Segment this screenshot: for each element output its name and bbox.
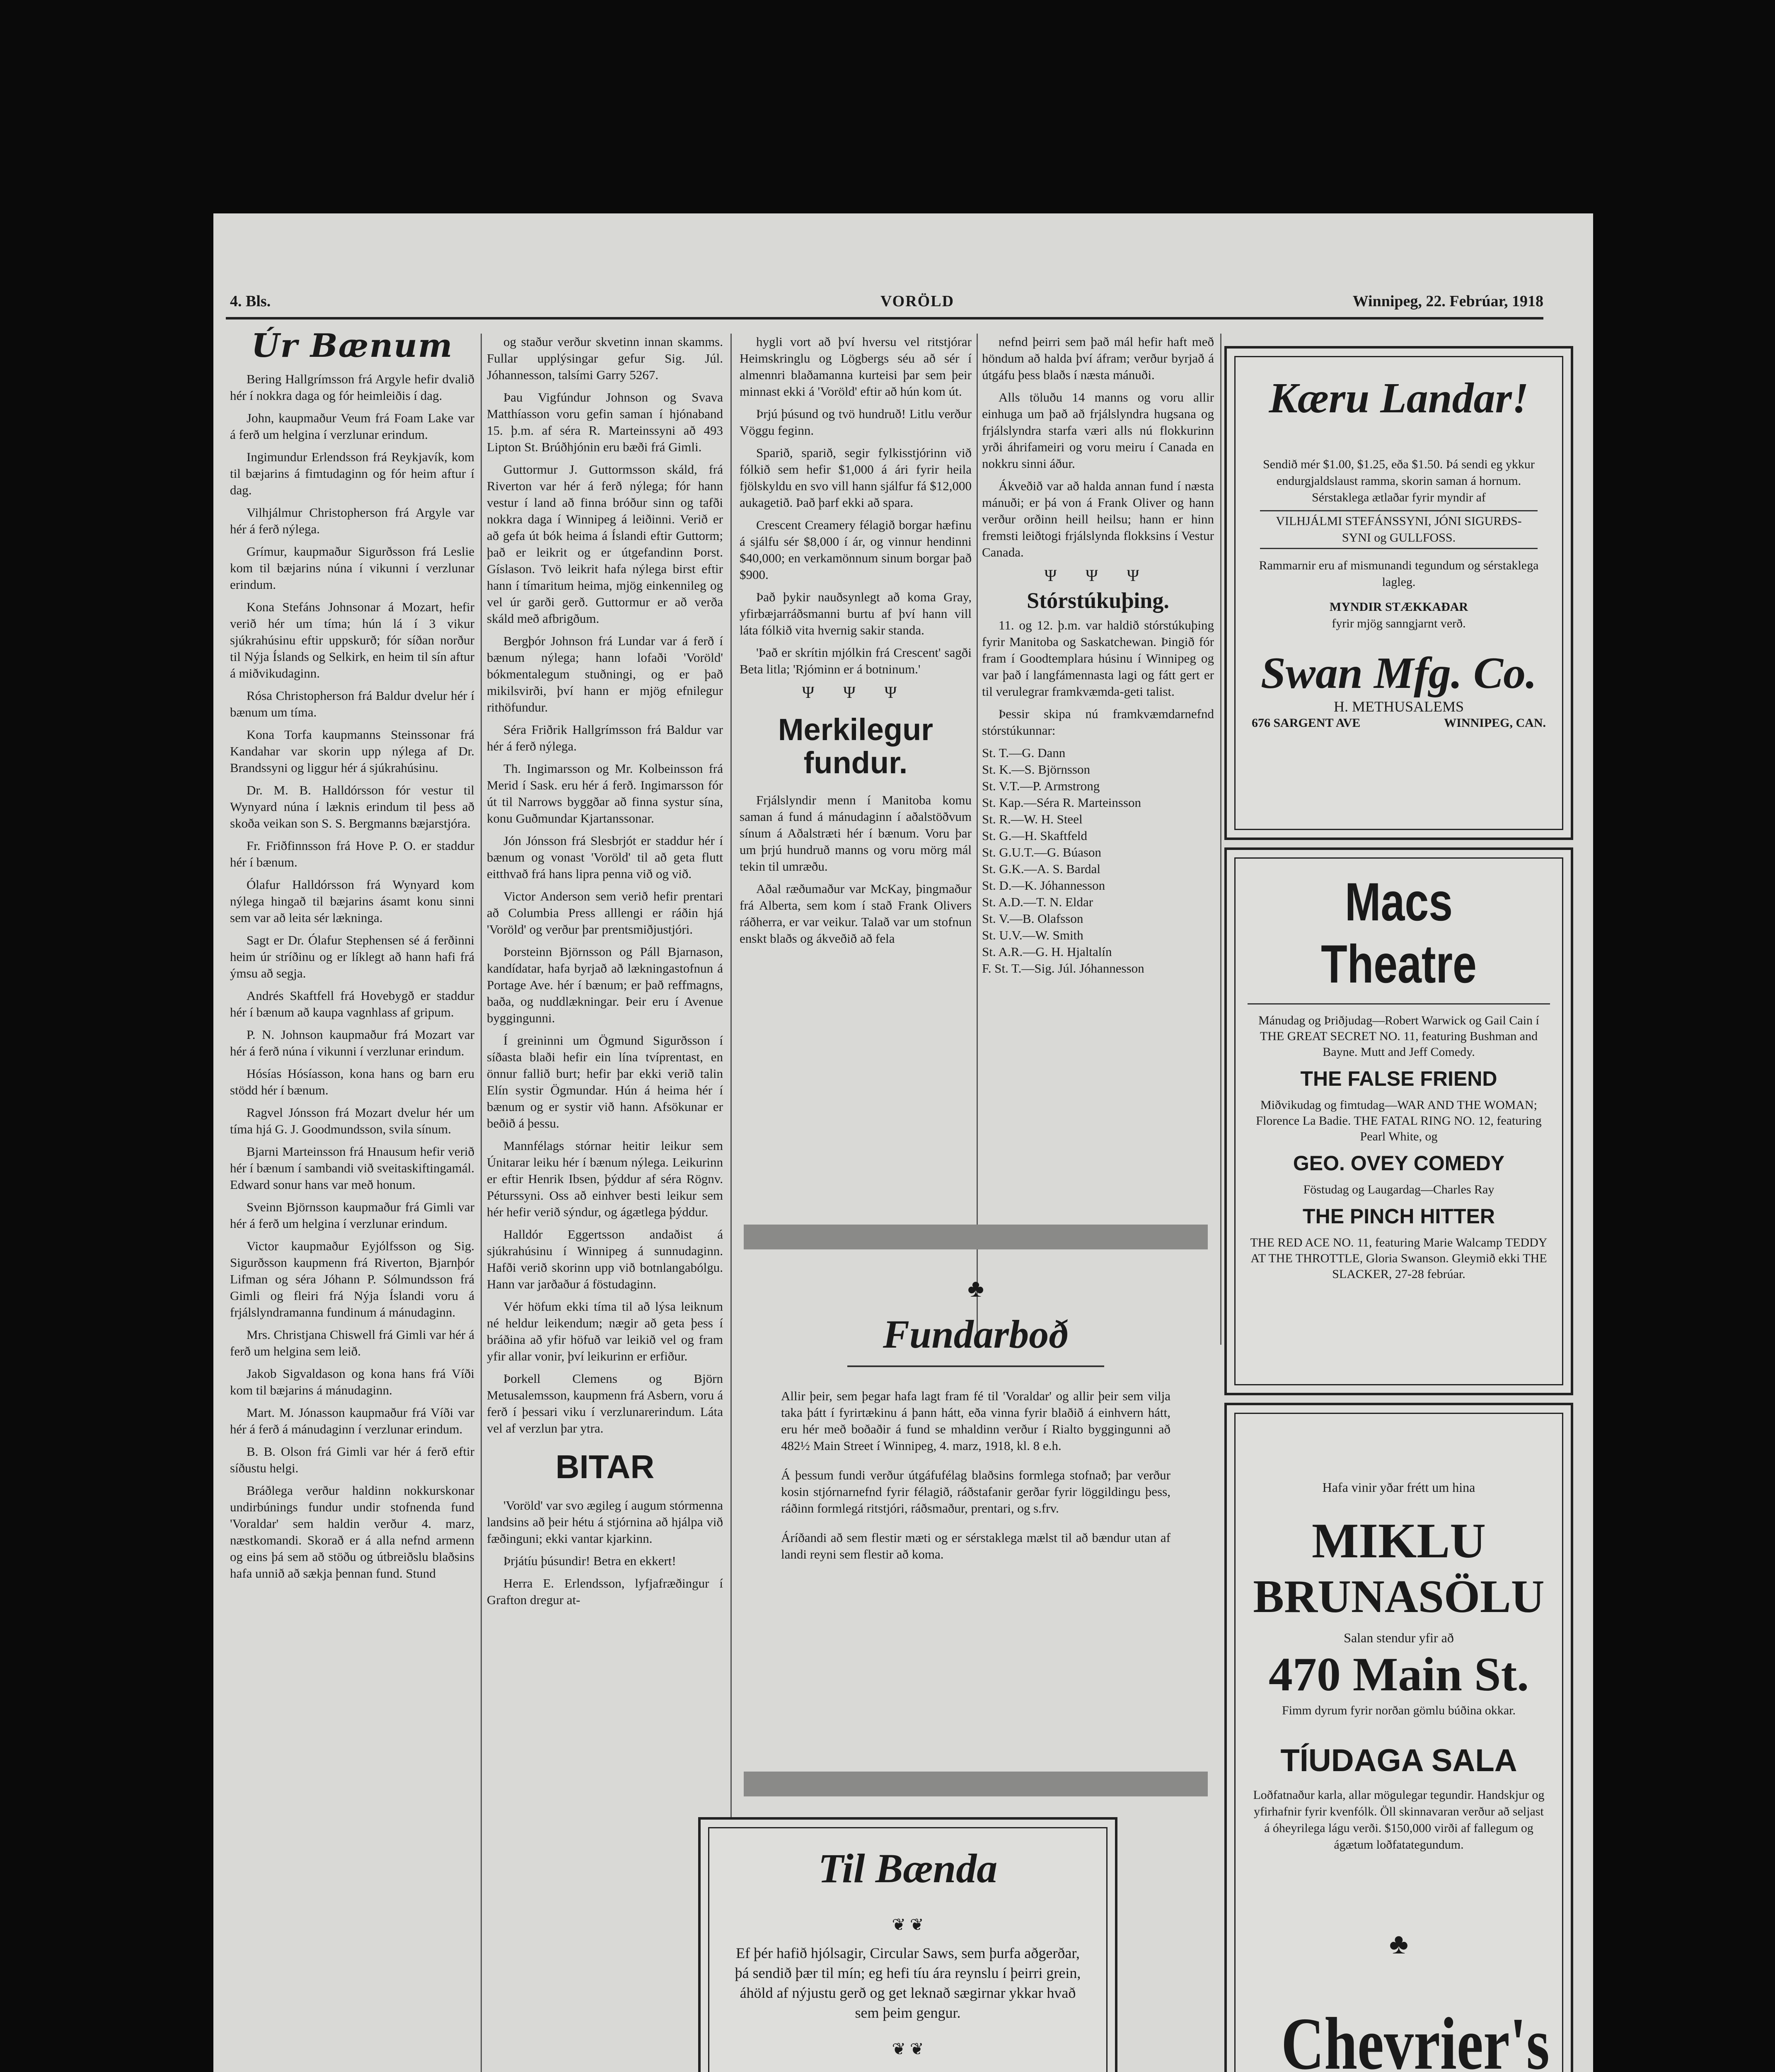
- macs-theatre-title: Macs Theatre: [1321, 871, 1477, 994]
- chevrier-ad: [1224, 1403, 1573, 2072]
- article-paragraph: Alls töluðu 14 manns og voru allir einhuga um það að frjálslyndra hugsana og frjálslyndra starfa væri alls nú flokkurinn yrði áhrifameiri og voru meiru í Canada en nokkru sinni áður.: [982, 390, 1214, 471]
- article-paragraph: Dr. M. B. Halldórsson fór vestur til Wynyard núna í læknis erindum til þess að skoða veikan son S. S. Bergmanns bæjarstjóra.: [230, 783, 474, 830]
- article-paragraph: St. A.R.—G. H. Hjaltalín: [982, 944, 1112, 959]
- article-paragraph: Vilhjálmur Christopherson frá Argyle var hér á ferð nýlega.: [230, 505, 474, 536]
- macs-feature-3: THE PINCH HITTER: [1303, 1205, 1495, 1228]
- fundarbod-title: Fundarboð: [883, 1312, 1069, 1356]
- article-paragraph: Jakob Sigvaldason og kona hans frá Víði kom til bæjarins á mánudaginn.: [230, 1366, 474, 1397]
- newspaper-page: [213, 213, 1593, 2072]
- article-paragraph: Aðal ræðumaður var McKay, þingmaður frá Alberta, sem kom í stað Frank Olivers ráðherra, er var veikur. Talað var um stofnun enskt blaðs og ákveðið að fela: [740, 881, 972, 946]
- swan-mfg-logo: Swan Mfg. Co.: [1260, 649, 1537, 698]
- chevrier-intro: Hafa vinir yðar frétt um hina: [1322, 1480, 1475, 1495]
- article-paragraph: St. V.T.—P. Armstrong: [982, 779, 1100, 793]
- article-paragraph: 11. og 12. þ.m. var haldið stórstúkuþing fyrir Manitoba og Saskatchewan. Þingið fór fram í Goodtemplara húsinu í Winnipeg og var það í langfámennasta lagi og fátt gert er til verulegrar framkvæmda-geti talist.: [982, 618, 1214, 699]
- article-paragraph: Ólafur Halldórsson frá Wynyard kom nýlega hingað til bæjarins ásamt konu sinni sem var að leita sér lækninga.: [230, 877, 474, 925]
- macs-line-2: Miðvikudag og fimtudag—WAR AND THE WOMAN; Florence La Badie. THE FATAL RING NO. 12, featuring Pearl White, og: [1256, 1098, 1542, 1143]
- article-paragraph: og staður verður skvetinn innan skamms. Fullar upplýsingar gefur Sig. Júl. Jóhannesson, talsími Garry 5267.: [487, 334, 723, 382]
- article-paragraph: Ákveðið var að halda annan fund í næsta mánuði; er þá von á Frank Oliver og hann verður orðinn heill heilsu; hann er hinn fremsti leiðtogi frjálslynda flokksins í Vestur Canada.: [982, 479, 1214, 559]
- title-underline: [847, 1365, 1104, 1367]
- chevrier-headline-1: MIKLU: [1312, 1513, 1486, 1568]
- kaeru-landar-body: Sendið mér $1.00, $1.25, eða $1.50. Þá sendi eg ykkur endurgjaldslaust ramma, skorin saman á hornum. Sérstaklega ætlaðar fyrir myndir af: [1263, 457, 1535, 504]
- chevrier-sub-2: Fimm dyrum fyrir norðan gömlu búðina okkar.: [1282, 1704, 1516, 1717]
- chevrier-sub-1: Salan stendur yfir að: [1344, 1630, 1454, 1645]
- article-paragraph: nefnd þeirri sem það mál hefir haft með höndum að halda því áfram; verður byrjað á útgáfu þess blaðs í næsta mánuði.: [982, 334, 1214, 382]
- column-four: [982, 334, 1214, 977]
- article-paragraph: 'Það er skrítin mjólkin frá Crescent' sagði Beta litla; 'Rjóminn er á botninum.': [740, 645, 972, 676]
- article-paragraph: Th. Ingimarsson og Mr. Kolbeinsson frá Merid í Sask. eru hér á ferð. Ingimarsson fór út til Narrows byggðar að finna systur sína, konu Guðmundar Kjartanssonar.: [487, 761, 723, 825]
- decorative-bar: [744, 1772, 1208, 1796]
- article-paragraph: Victor kaupmaður Eyjólfsson og Sig. Sigurðsson kaupmenn frá Riverton, Bjarnþór Lifman og séra Jóhann P. Sólmundsson frá Gimli og fleiri frá Nýja Íslandi voru á frjálslyndramanna fundinum á mánudaginn.: [230, 1239, 474, 1319]
- ur-baenum-body: [230, 371, 474, 1582]
- bitar-body: [487, 1497, 723, 1608]
- frames-text: Rammarnir eru af mismunandi tegundum og sérstaklega lagleg.: [1259, 559, 1539, 589]
- article-paragraph: Þorkell Clemens og Björn Metusalemsson, kaupmenn frá Asbern, voru á ferð í þessari viku í verzlunarerindum. Láta vel af verzlun þar ytra.: [487, 1371, 723, 1435]
- article-paragraph: St. G.—H. Skaftfeld: [982, 828, 1088, 843]
- article-paragraph: Frjálslyndir menn í Manitoba komu saman á fund á mánudaginn í aðalstöðvum sínum á Aðalstræti hér í bænum. Voru þar um þrjú hundruð manns og voru mörg mál tekin til umræðu.: [740, 793, 972, 874]
- candelabra-icon: Ψ Ψ Ψ: [1044, 566, 1152, 585]
- article-paragraph: Allir þeir, sem þegar hafa lagt fram fé til 'Voraldar' og allir þeir sem vilja taka þátt í fyrirtækinu á þann hátt, eða vinna fyrir blaðið á einhvern hátt, eru hér með boðaðir á fund se mhaldinn verður í Rialto byggingunni að 482½ Main Street í Winnipeg, 4. marz, 1918, kl. 8 e.h.: [781, 1389, 1170, 1453]
- fundarbod-body: [744, 1388, 1208, 1563]
- article-paragraph: St. R.—W. H. Steel: [982, 812, 1083, 826]
- article-paragraph: 'Voröld' var svo ægileg í augum stórmenna landsins að þeir hétu á stjórnina að hjálpa við fæðinguni; ekki vantar kjarkinn.: [487, 1498, 723, 1546]
- article-paragraph: Þau Vigfúndur Johnson og Svava Matthíasson voru gefin saman í hjónaband 15. þ.m. af séra R. Marteinssyni að 493 Lipton St. Brúðhjónin eru bæði frá Gimli.: [487, 390, 723, 454]
- article-paragraph: Grímur, kaupmaður Sigurðsson frá Leslie kom til bæjarins núna í vikunni í verzlunar erindum.: [230, 544, 474, 592]
- article-paragraph: Mrs. Christjana Chiswell frá Gimli var hér á ferð um helgina sem leið.: [230, 1327, 474, 1358]
- article-paragraph: St. D.—K. Jóhannesson: [982, 878, 1105, 893]
- issue-date: Winnipeg, 22. Febrúar, 1918: [1352, 293, 1543, 310]
- article-paragraph: Það þykir nauðsynlegt að koma Gray, yfirbæjarráðsmanni burtu af því hann vill láta fólkið vita hvernig sakir standa.: [740, 590, 972, 637]
- article-paragraph: Bjarni Marteinsson frá Hnausum hefir verið hér í bænum í sambandi við sveitaskiftingamál. Edward sonur hans var með honum.: [230, 1144, 474, 1192]
- shamrock-icon: ♣: [967, 1275, 984, 1302]
- macs-feature-1: THE FALSE FRIEND: [1300, 1067, 1497, 1090]
- maple-leaf-icon: ❦ ❦: [892, 1915, 924, 1934]
- header-rule: [226, 317, 1543, 320]
- article-paragraph: Mannfélags stórnar heitir leikur sem Únitarar leiku hér í bænum nýlega. Leikurinn er eftir Henrik Ibsen, þýddur af séra Rögnv. Péturssyni. Oss að einhver besti leikur sem hér hefir verið sýndur, og ágætlega þýddur.: [487, 1138, 723, 1219]
- decorative-bar: [744, 1225, 1208, 1249]
- article-paragraph: Sveinn Björnsson kaupmaður frá Gimli var hér á ferð um helgina í verzlunar erindum.: [230, 1200, 474, 1231]
- column-two-body: [487, 334, 723, 1437]
- macs-theatre-ad: [1224, 847, 1573, 1395]
- article-paragraph: Victor Anderson sem verið hefir prentari að Columbia Press alllengi er ráðin hjá 'Voröld' og verður þar prentsmiðjustjóri.: [487, 889, 723, 937]
- article-paragraph: Þrjú þúsund og tvö hundruð! Litlu verður Vöggu feginn.: [740, 407, 972, 438]
- article-paragraph: St. V.—B. Olafsson: [982, 911, 1083, 926]
- article-paragraph: Sparið, sparið, segir fylkisstjórinn við fólkið sem hefir $1,000 á ári fyrir heila fjölskyldu en svo vill hann sjálfur fá $12,000 aukagetið. Það þarf ekki að spara.: [740, 445, 972, 510]
- article-paragraph: Þessir skipa nú framkvæmdarnefnd stórstúkunnar:: [982, 707, 1214, 738]
- article-paragraph: St. G.K.—A. S. Bardal: [982, 862, 1100, 876]
- article-paragraph: Jón Jónsson frá Slesbrjót er staddur hér í bænum og vonast 'Voröld' til að geta flutt eitthvað frá hans lipra penna við og við.: [487, 833, 723, 881]
- column-three: [740, 334, 972, 953]
- column-separator: [481, 334, 482, 2072]
- portrait-names: [1260, 510, 1538, 549]
- company-city: WINNIPEG, CAN.: [1444, 716, 1546, 730]
- chevrier-brand: Chevrier's: [1281, 2002, 1550, 2072]
- enlarged-photos-heading: MYNDIR STÆKKAÐAR: [1329, 600, 1468, 614]
- article-paragraph: P. N. Johnson kaupmaður frá Mozart var hér á ferð núna í vikunni í verzlunar erindum.: [230, 1027, 474, 1058]
- macs-line-1: Mánudag og Þriðjudag—Robert Warwick og Gail Cain í THE GREAT SECRET NO. 11, featuring Bushman and Bayne. Mutt and Jeff Comedy.: [1258, 1014, 1539, 1059]
- kaeru-landar-title: Kæru Landar!: [1269, 374, 1529, 422]
- article-paragraph: Halldór Eggertsson andaðist á sjúkrahúsinu í Winnipeg á sunnudaginn. Hafði verið skorinn upp við botnlangabólgu. Hann var jarðaður á föstudaginn.: [487, 1227, 723, 1291]
- page-header: [230, 292, 1543, 317]
- article-paragraph: Andrés Skaftfell frá Hovebygð er staddur hér í bænum að kaupa vagnhlass af gripum.: [230, 988, 474, 1019]
- article-paragraph: John, kaupmaður Veum frá Foam Lake var á ferð um helgina í verzlunar erindum.: [230, 411, 474, 442]
- article-paragraph: Hósías Hósíasson, kona hans og barn eru stödd hér í bænum.: [230, 1066, 474, 1097]
- chevrier-sale: TÍUDAGA SALA: [1280, 1743, 1517, 1778]
- article-paragraph: Þorsteinn Björnsson og Páll Bjarnason, kandídatar, hafa byrjað að lækningastofnun á Portage Ave. hér í bænum; er það reffmagns, baða, og nuddlækningar. Þeir eru í Avenue byggingunni.: [487, 944, 723, 1025]
- company-address: 676 SARGENT AVE: [1252, 716, 1361, 730]
- article-paragraph: Þrjátíu þúsundir! Betra en ekkert!: [503, 1554, 676, 1568]
- column-four-body: [982, 334, 1214, 561]
- article-paragraph: B. B. Olson frá Gimli var hér á ferð eftir síðustu helgi.: [230, 1444, 474, 1475]
- article-paragraph: Kona Torfa kaupmanns Steinssonar frá Kandahar var skorin upp nýlega af Dr. Brandssyni og liggur hér á sjúkrahúsinu.: [230, 727, 474, 775]
- article-paragraph: Bergþór Johnson frá Lundar var á ferð í bænum nýlega; hann lofaði 'Voröld' bókmentalegum stuðningi, og er það mikilsvirði, því hann er mjög efnilegur rithöfundur.: [487, 634, 723, 714]
- column-separator: [730, 334, 732, 2072]
- maple-leaf-icon: ❦ ❦: [892, 2040, 924, 2058]
- macs-feature-2: GEO. OVEY COMEDY: [1293, 1152, 1505, 1175]
- macs-line-3: Föstudag og Laugardag—Charles Ray: [1303, 1183, 1494, 1196]
- page-number: 4. Bls.: [230, 293, 271, 310]
- article-paragraph: St. U.V.—W. Smith: [982, 928, 1083, 942]
- article-paragraph: Bering Hallgrímsson frá Argyle hefir dvalið hér í nokkra daga og fór heimleiðis í dag.: [230, 372, 474, 403]
- article-paragraph: St. G.U.T.—G. Búason: [982, 845, 1101, 859]
- names-line-2: SYNI og GULLFOSS.: [1342, 531, 1456, 545]
- officers-list: [982, 745, 1214, 977]
- article-paragraph: St. A.D.—T. N. Eldar: [982, 895, 1093, 909]
- article-paragraph: Í greininni um Ögmund Sigurðsson í síðasta blaði hefir ein lína tvíprentast, en önnur fallið burt; hefir þar ekki verið talin Elín systir Ögmundar. Hún á heima hér í bænum og er systir við hann. Afsökunar er beðið á þessu.: [487, 1033, 723, 1130]
- article-paragraph: Fr. Friðfinnsson frá Hove P. O. er staddur hér í bænum.: [230, 838, 474, 869]
- masthead-name: VORÖLD: [880, 293, 955, 310]
- proprietor-name: H. METHUSALEMS: [1333, 698, 1464, 715]
- macs-line-4: THE RED ACE NO. 11, featuring Marie Walcamp TEDDY AT THE THROTTLE, Gloria Swanson. Gleymið ekki THE SLACKER, 27-28 febrúar.: [1250, 1236, 1548, 1281]
- section-title-storstukuthing: Stórstúkuþing.: [1027, 588, 1169, 613]
- names-line-1: VILHJÁLMI STEFÁNSSYNI, JÓNI SIGURÐS-: [1276, 514, 1522, 528]
- section-title-bitar: BITAR: [555, 1448, 655, 1485]
- article-paragraph: St. Kap.—Séra R. Marteinsson: [982, 795, 1141, 810]
- column-three-body: [740, 334, 972, 678]
- article-paragraph: Séra Friðrik Hallgrímsson frá Baldur var hér á ferð nýlega.: [487, 722, 723, 753]
- article-paragraph: Crescent Creamery félagið borgar hæfinu á sjálfu sér $8,000 í ár, og vinnur hendinni $40,000; en verkamönnum sinum borgar það $900.: [740, 518, 972, 582]
- til-baenda-title: Til Bænda: [818, 1845, 998, 1891]
- column-separator: [1220, 334, 1221, 1345]
- article-paragraph: St. K.—S. Björnsson: [982, 762, 1090, 777]
- column-two: [487, 334, 723, 1614]
- column-ur-baenum: [230, 327, 474, 1588]
- chevrier-address: 470 Main St.: [1268, 1648, 1529, 1701]
- article-paragraph: Rósa Christopherson frá Baldur dvelur hér í bænum um tíma.: [230, 688, 474, 719]
- article-paragraph: Sagt er Dr. Ólafur Stephensen sé á ferðinni heim úr stríðinu og er líklegt að hann hafi frá ýmsu að segja.: [230, 933, 474, 980]
- article-paragraph: Guttormur J. Guttormsson skáld, frá Riverton var hér á ferð nýlega; fór hann vestur í land að finna bróður sinn og tafði nokkra daga í Winnipeg á leiðinni. Verið er að gefa út bók heima á Íslandi eftir Guttorm; það er leikrit og er útgefandinn Þorst. Gíslason. Tvö leikrit hafa nýlega birst eftir hann í tímaritum heima, mjög einkennileg og vel úr garði gerð. Guttormur er að verða skáld með afbrigðum.: [487, 462, 723, 626]
- fundarbod-notice: [744, 1274, 1208, 1896]
- article-paragraph: Ingimundur Erlendsson frá Reykjavík, kom til bæjarins á fimtudaginn og fór heim aftur í dag.: [230, 450, 474, 497]
- article-paragraph: St. T.—G. Dann: [982, 746, 1066, 760]
- kaeru-landar-ad: [1224, 346, 1573, 840]
- article-paragraph: Vér höfum ekki tíma til að lýsa leiknum né heldur leikendum; nægir að geta þess í bráðina að yfir höfuð var leikið vel og fram yfir allar vonir, því leikurinn er erfiður.: [487, 1299, 723, 1363]
- til-baenda-ad: [698, 1817, 1117, 2072]
- article-paragraph: Á þessum fundi verður útgáfufélag blaðsins formlega stofnað; þar verður kosin stjórnarnefnd fyrir félagið, ráðstafanir gerðar fyrir löggildingu þess, ráðinn formlegá ritstjóri, ráðsmaður, prentari, og s.frv.: [781, 1468, 1170, 1515]
- article-paragraph: Ragvel Jónsson frá Mozart dvelur hér um tíma hjá G. J. Goodmundsson, svila sínum.: [230, 1105, 474, 1136]
- til-baenda-body: Ef þér hafið hjólsagir, Circular Saws, sem þurfa aðgerðar, þá sendið þær til mín; eg hefi tíu ára reynslu í þeirri grein, áhöld af nýjustu gerð og get leknað sægirnar ykkar hvað sem þeim gengur.: [735, 1945, 1081, 2021]
- article-paragraph: Herra E. Erlendsson, lyfjafræðingur í Grafton dregur at-: [487, 1576, 723, 1607]
- article-paragraph: Áríðandi að sem flestir mæti og er sérstaklega mælst til að bændur utan af landi reyni sem flestir að koma.: [781, 1530, 1170, 1561]
- section-title-merkilegur: Merkilegur fundur.: [778, 712, 933, 780]
- chevrier-body: Loðfatnaður karla, allar mögulegar tegundir. Handskjur og yfirhafnir fyrir kvenfólk. Öll skinnavaran verður að seljast á óheyrilega lágu verði. $150,000 virði af fallegum og ágætum loðfatategundum.: [1253, 1788, 1545, 1852]
- storstukuthing-body: [982, 617, 1214, 739]
- article-paragraph: F. St. T.—Sig. Júl. Jóhannesson: [982, 961, 1144, 975]
- article-paragraph: Mart. M. Jónasson kaupmaður frá Víði var hér á ferð á mánudaginn í verzlunar erindum.: [230, 1405, 474, 1436]
- enlarged-photos-text: fyrir mjög sanngjarnt verð.: [1332, 617, 1466, 630]
- section-title-ur-baenum: Úr Bænum: [251, 327, 453, 365]
- column-separator: [977, 334, 978, 1345]
- candelabra-icon: Ψ Ψ Ψ: [802, 683, 909, 702]
- chevrier-headline-2: BRUNASÖLU: [1253, 1571, 1545, 1622]
- article-paragraph: Bráðlega verður haldinn nokkurskonar undirbúnings fundur undir stofnenda fund 'Voraldar' sem haldin verður 4. marz, næstkomandi. Skorað er á alla nefnd armenn og eins þá sem að stöðu og útbreiðslu blaðsins hafa unnið að sækja þennan fund. Stund: [230, 1483, 474, 1581]
- article-paragraph: hygli vort að því hversu vel ritstjórar Heimskringlu og Lögbergs séu að sér í almennri blaðamanna kurteisi þar sem þeir minnast ekki á 'Voröld' eftir að hún kom út.: [740, 334, 972, 399]
- merkilegur-body: [740, 792, 972, 947]
- shamrock-icon: ♣: [1389, 1928, 1408, 1960]
- article-paragraph: Kona Stefáns Johnsonar á Mozart, hefir verið hér um tíma; hún lá í 3 vikur sjúkrahúsinu eftir uppskurð; fór síðan norður til Nýja Íslands og Selkirk, en heim til sín aftur á miðvikudaginn.: [230, 600, 474, 680]
